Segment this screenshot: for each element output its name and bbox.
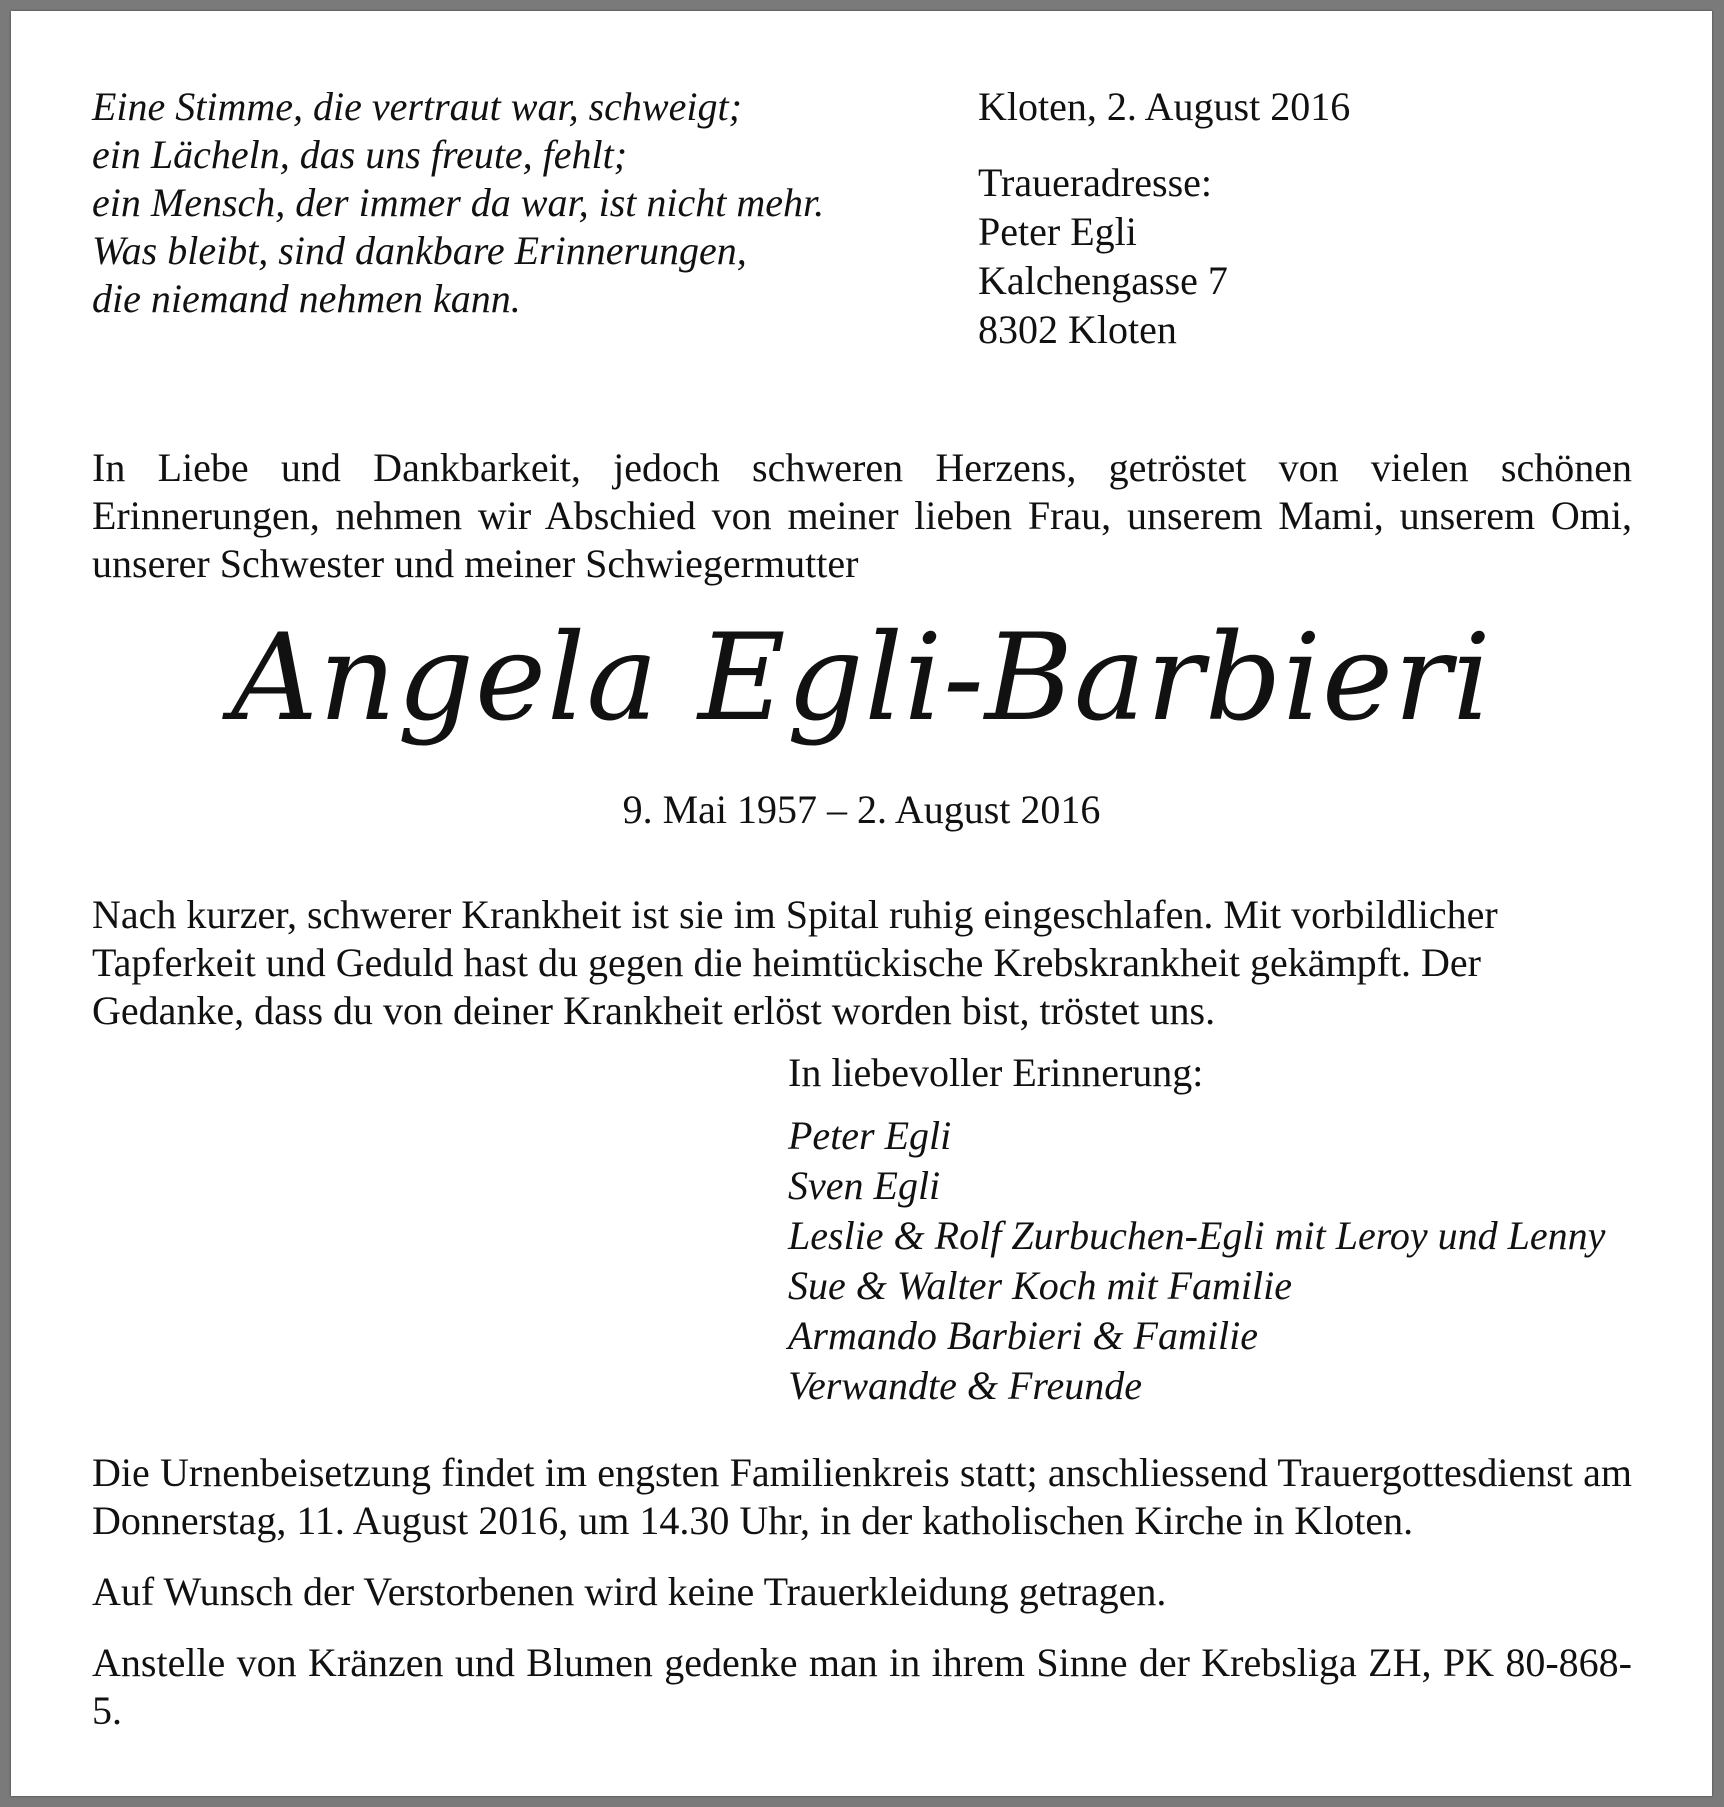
mourner-name: Leslie & Rolf Zurbuchen-Egli mit Leroy und Lenny — [788, 1213, 1606, 1258]
mourner-name: Sven Egli — [788, 1163, 941, 1208]
place-date: Kloten, 2. August 2016 — [978, 84, 1351, 129]
poem-line: Eine Stimme, die vertraut war, schweigt; — [92, 84, 742, 129]
intro-paragraph: In Liebe und Dankbarkeit, jedoch schweren Herzens, getröstet von vielen schönen Erinnerungen, nehmen wir Abschied von meiner lieben Frau, unserem Mami, unserem Omi, unserer Schwester und meiner Schwiegermutter — [92, 445, 1632, 586]
mourner-name: Peter Egli — [788, 1113, 952, 1158]
address-name: Peter Egli — [978, 209, 1137, 254]
poem-line: ein Lächeln, das uns freute, fehlt; — [92, 132, 628, 177]
address-heading: Traueradresse: — [978, 160, 1213, 205]
poem — [92, 83, 912, 323]
poem-line: die niemand nehmen kann. — [92, 276, 521, 321]
address-street: Kalchengasse 7 — [978, 258, 1228, 303]
clothing-note: Auf Wunsch der Verstorbenen wird keine Trauerkleidung getragen. — [92, 1569, 1167, 1614]
address-city: 8302 Kloten — [978, 307, 1177, 352]
mourner-name: Armando Barbieri & Familie — [788, 1313, 1258, 1358]
deceased-name: Angela Egli-Barbieri — [231, 609, 1492, 748]
lifespan-dates: 9. Mai 1957 – 2. August 2016 — [622, 787, 1101, 832]
mourning-address — [978, 158, 1228, 354]
poem-line: ein Mensch, der immer da war, ist nicht mehr. — [92, 180, 825, 225]
funeral-paragraph: Die Urnenbeisetzung findet im engsten Familienkreis statt; anschliessend Trauergottesdienst am Donnerstag, 11. August 2016, um 14.30 Uhr, in der katholischen Kirche in Kloten. — [92, 1450, 1632, 1543]
mourner-name: Verwandte & Freunde — [788, 1363, 1143, 1408]
poem-line: Was bleibt, sind dankbare Erinnerungen, — [92, 228, 747, 273]
death-note-paragraph: Nach kurzer, schwerer Krankheit ist sie im Spital ruhig eingeschlafen. Mit vorbildlicher Tapferkeit und Geduld hast du gegen die heimtückische Krebskrankheit gekämpft. Der Gedanke, dass du von deiner Krankheit erlöst worden bist, tröstet uns. — [92, 892, 1498, 1033]
memory-heading: In liebevoller Erinnerung: — [788, 1050, 1204, 1095]
mourners-list — [788, 1111, 1605, 1411]
mourner-name: Sue & Walter Koch mit Familie — [788, 1263, 1293, 1308]
obituary-page — [11, 11, 1712, 1796]
donation-note: Anstelle von Kränzen und Blumen gedenke man in ihrem Sinne der Krebsliga ZH, PK 80-868-5. — [92, 1640, 1632, 1733]
